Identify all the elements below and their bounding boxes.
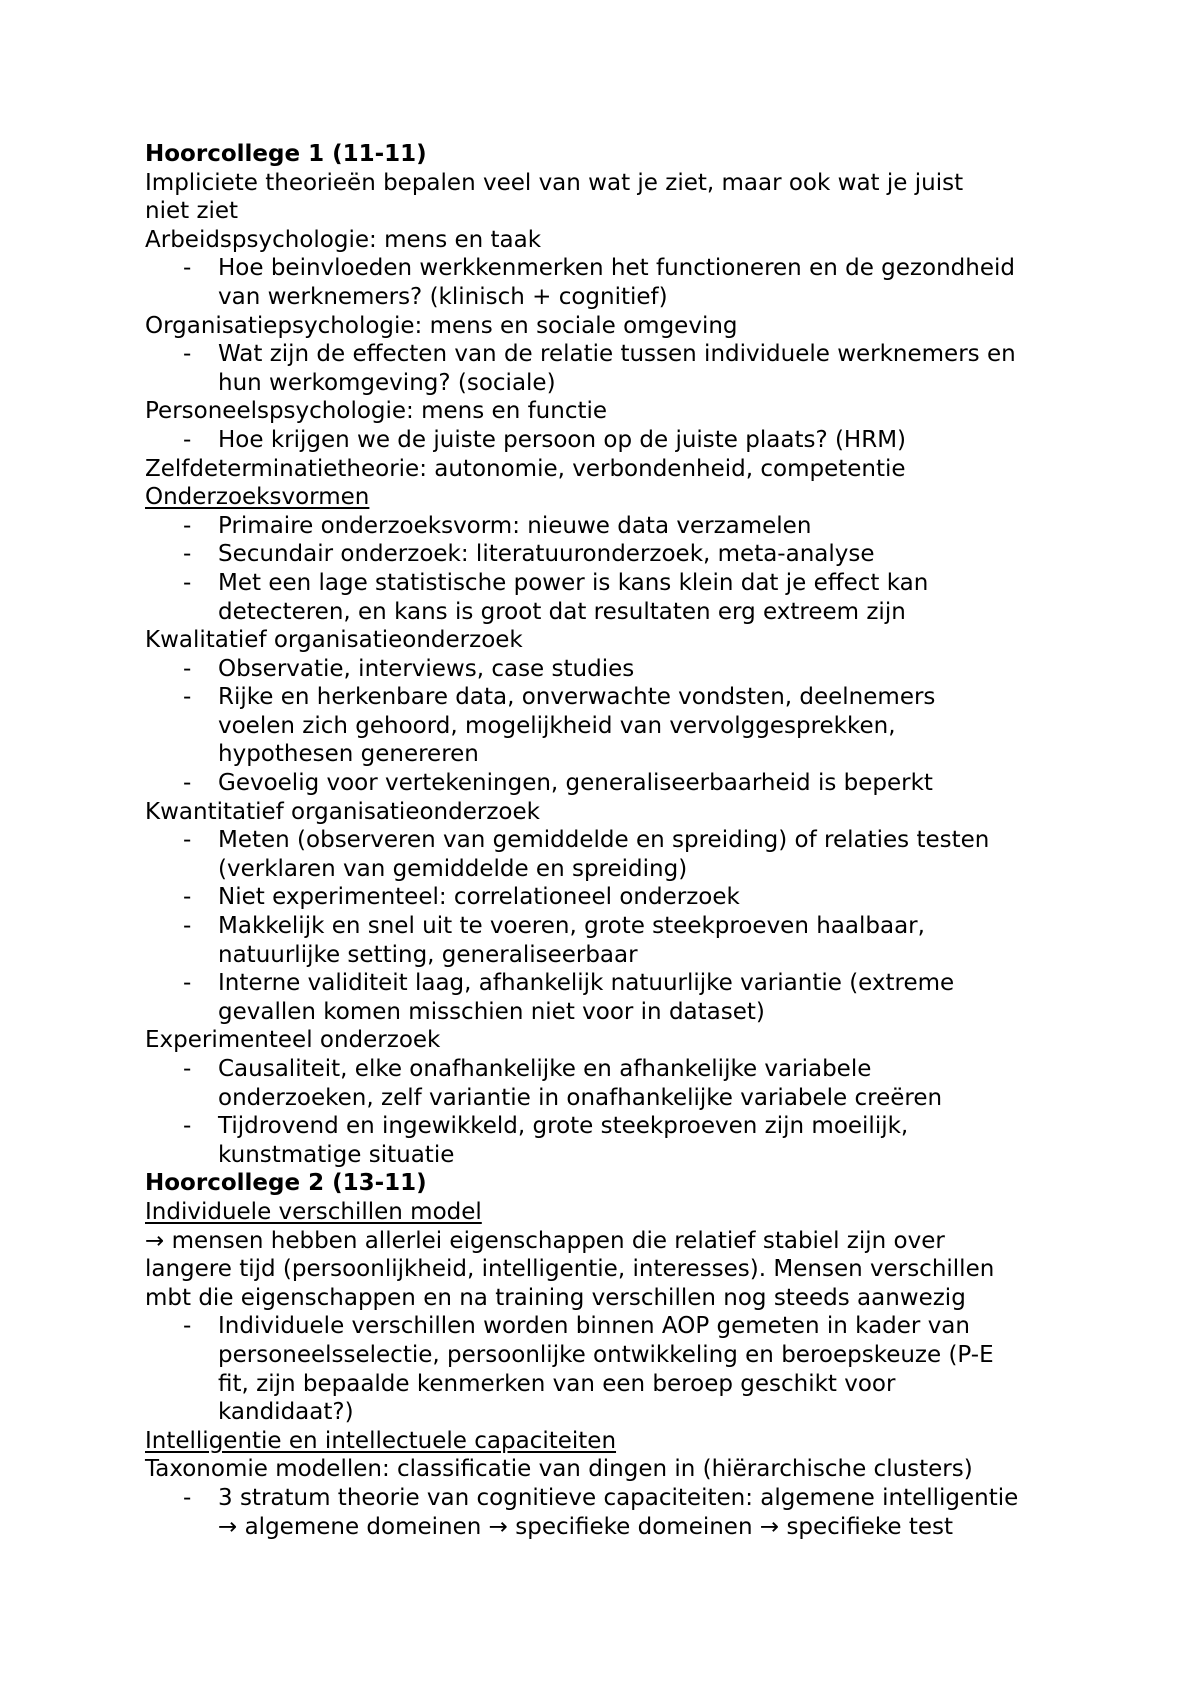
intro-line-2: niet ziet [145,198,239,225]
bullet-dash: - [183,1484,192,1511]
bullet-text: voelen zich gehoord, mogelijkheid van vervolggesprekken, [218,712,896,739]
kwantitatief-heading: Kwantitatief organisatieonderzoek [145,798,540,825]
bullet-dash: - [183,684,192,711]
bullet-text: personeelsselectie, persoonlijke ontwikkeling en beroepskeuze (P-E [218,1341,994,1368]
bullet-text: Observatie, interviews, case studies [218,655,635,682]
bullet-dash: - [183,255,192,282]
stratum-text: specifieke domeinen [507,1513,760,1540]
bullet-text: kunstmatige situatie [218,1141,455,1168]
organisatiepsychologie: Organisatiepsychologie: mens en sociale omgeving [145,312,738,339]
arbeidspsychologie: Arbeidspsychologie: mens en taak [145,226,542,253]
bullet-text: Wat zijn de effecten van de relatie tussen individuele werknemers en [218,341,1016,368]
bullet-text: hypothesen genereren [218,741,479,768]
bullet-text: fit, zijn bepaalde kenmerken van een beroep geschikt voor [218,1370,896,1397]
bullet-dash: - [183,426,192,453]
bullet-text: Hoe krijgen we de juiste persoon op de juiste plaats? (HRM) [218,426,907,453]
bullet-dash: - [183,1313,192,1340]
list-item [145,512,1105,541]
bullet-dash: - [183,341,192,368]
onderzoeksvormen-heading: Onderzoeksvormen [145,484,370,511]
bullet-dash: - [183,827,192,854]
list-item [145,912,1105,969]
list-item [145,769,1105,798]
arrow-right-icon: → [759,1513,780,1540]
bullet-dash: - [183,770,192,797]
arrow-right-icon: → [218,1513,238,1540]
individuele-verschillen-heading: Individuele verschillen model [145,1198,482,1225]
ivm-text: mensen hebben allerlei eigenschappen die relatief stabiel zijn over [164,1227,945,1254]
bullet-dash: - [183,913,192,940]
list-item [145,340,1105,397]
bullet-text: kandidaat?) [218,1399,354,1426]
bullet-text: (verklaren van gemiddelde en spreiding) [218,855,688,882]
intelligentie-heading: Intelligentie en intellectuele capaciteiten [145,1427,617,1454]
bullet-text: Niet experimenteel: correlationeel onderzoek [218,884,740,911]
stratum-text: algemene domeinen [237,1513,489,1540]
arrow-right-icon: → [488,1513,508,1540]
arrow-right-icon: → [145,1227,165,1254]
ivm-line-3: mbt die eigenschappen en na training verschillen nog steeds aanwezig [145,1284,966,1311]
personeelspsychologie: Personeelspsychologie: mens en functie [145,398,608,425]
bullet-text: Secundair onderzoek: literatuuronderzoek, meta-analyse [218,541,875,568]
list-item [145,426,1105,455]
ivm-line-2: langere tijd (persoonlijkheid, intelligentie, interesses). Mensen verschillen [145,1256,995,1283]
list-item [145,883,1105,912]
bullet-dash: - [183,1056,192,1082]
bullet-dash: - [183,884,192,911]
experimenteel-heading: Experimenteel onderzoek [145,1027,441,1054]
list-item [145,969,1105,1026]
list-item [145,683,1105,769]
list-item [145,569,1105,626]
bullet-text: detecteren, en kans is groot dat resultaten erg extreem zijn [218,598,906,625]
bullet-text: natuurlijke setting, generaliseerbaar [218,941,638,968]
bullet-text: onderzoeken, zelf variantie in onafhankelijke variabele creëren [218,1084,943,1111]
zelfdeterminatietheorie: Zelfdeterminatietheorie: autonomie, verbondenheid, competentie [145,455,906,482]
bullet-text: Primaire onderzoeksvorm: nieuwe data verzamelen [218,512,812,539]
list-item [145,655,1105,684]
bullet-text: 3 stratum theorie van cognitieve capaciteiten: algemene intelligentie [218,1484,1019,1511]
bullet-dash: - [183,512,192,539]
list-item [145,1484,1105,1541]
ivm-line-1 [145,1227,1105,1256]
list-item [145,1055,1105,1112]
list-item [145,1112,1105,1169]
bullet-text [218,1513,1105,1542]
list-item [145,254,1105,311]
list-item [145,826,1105,883]
bullet-dash: - [183,1113,192,1140]
bullet-dash: - [183,655,192,682]
taxonomie-line: Taxonomie modellen: classificatie van dingen in (hiërarchische clusters) [145,1456,973,1483]
bullet-dash: - [183,569,192,596]
list-item [145,540,1105,569]
bullet-text: gevallen komen misschien niet voor in dataset) [218,998,765,1025]
bullet-text: hun werkomgeving? (sociale) [218,369,556,396]
bullet-text: Interne validiteit laag, afhankelijk natuurlijke variantie (extreme [218,970,955,997]
bullet-text: Meten (observeren van gemiddelde en spreiding) of relaties testen [218,827,990,854]
bullet-dash: - [183,541,192,568]
kwalitatief-heading: Kwalitatief organisatieonderzoek [145,627,523,654]
bullet-text: Rijke en herkenbare data, onverwachte vondsten, deelnemers [218,684,936,711]
document-page [145,140,1105,1541]
bullet-text: Gevoelig voor vertekeningen, generaliseerbaarheid is beperkt [218,770,933,797]
heading-hoorcollege-2: Hoorcollege 2 (13-11) [145,1170,427,1197]
bullet-text: van werknemers? (klinisch + cognitief) [218,283,668,310]
bullet-text: Causaliteit, elke onafhankelijke en afhankelijke variabele [218,1056,872,1082]
bullet-text: Individuele verschillen worden binnen AOP gemeten in kader van [218,1313,970,1340]
bullet-text: Makkelijk en snel uit te voeren, grote steekproeven haalbaar, [218,913,925,940]
bullet-text: Met een lage statistische power is kans klein dat je effect kan [218,569,929,596]
stratum-text: specifieke test [779,1513,953,1540]
bullet-text: Hoe beinvloeden werkkenmerken het functioneren en de gezondheid [218,255,1015,282]
bullet-text: Tijdrovend en ingewikkeld, grote steekproeven zijn moeilijk, [218,1113,909,1140]
list-item [145,1312,1105,1426]
bullet-dash: - [183,970,192,997]
heading-hoorcollege-1: Hoorcollege 1 (11-11) [145,141,427,167]
intro-line-1: Impliciete theorieën bepalen veel van wat je ziet, maar ook wat je juist [145,169,964,196]
